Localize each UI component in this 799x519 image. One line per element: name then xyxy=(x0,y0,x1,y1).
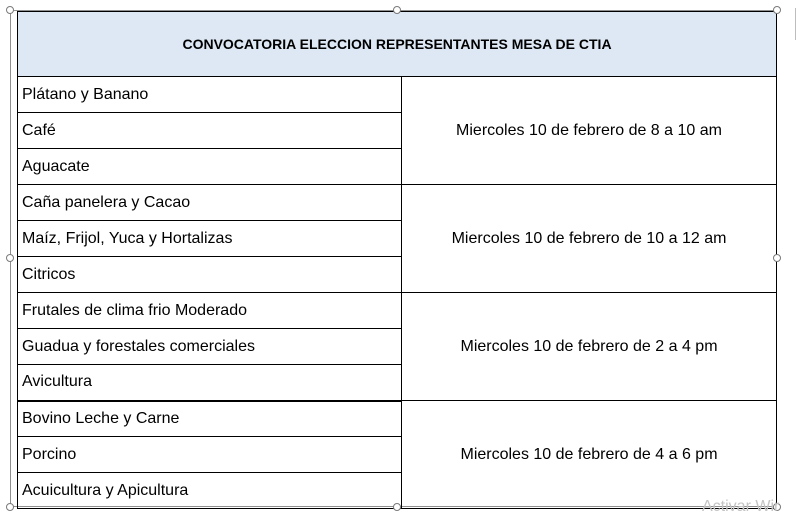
schedule-cell: Miercoles 10 de febrero de 8 a 10 am xyxy=(402,77,777,185)
resize-handle-middle-right[interactable] xyxy=(773,254,781,262)
table-row xyxy=(18,185,777,221)
table-row xyxy=(18,401,777,437)
schedule-table xyxy=(17,11,777,509)
resize-handle-bottom-center[interactable] xyxy=(393,503,401,511)
crop-cell: Aguacate xyxy=(18,149,402,185)
resize-handle-top-left[interactable] xyxy=(6,6,14,14)
crop-cell: Acuicultura y Apicultura xyxy=(18,473,402,509)
table-title: CONVOCATORIA ELECCION REPRESENTANTES MESA DE CTIA xyxy=(18,12,777,77)
schedule-cell: Miercoles 10 de febrero de 10 a 12 am xyxy=(402,185,777,293)
crop-cell: Maíz, Frijol, Yuca y Hortalizas xyxy=(18,221,402,257)
resize-handle-bottom-left[interactable] xyxy=(6,503,14,511)
schedule-cell: Miercoles 10 de febrero de 2 a 4 pm xyxy=(402,293,777,401)
table-row xyxy=(18,293,777,329)
crop-cell: Porcino xyxy=(18,437,402,473)
resize-handle-top-center[interactable] xyxy=(393,6,401,14)
resize-handle-middle-left[interactable] xyxy=(6,254,14,262)
crop-cell: Citricos xyxy=(18,257,402,293)
crop-cell: Plátano y Banano xyxy=(18,77,402,113)
crop-cell: Café xyxy=(18,113,402,149)
crop-cell: Avicultura xyxy=(18,365,402,401)
table-header-row xyxy=(18,12,777,77)
table-row xyxy=(18,77,777,113)
crop-cell: Caña panelera y Cacao xyxy=(18,185,402,221)
crop-cell: Bovino Leche y Carne xyxy=(18,401,402,437)
resize-handle-top-right[interactable] xyxy=(773,6,781,14)
window-edge-line xyxy=(795,8,796,40)
schedule-cell: Miercoles 10 de febrero de 4 a 6 pm xyxy=(402,401,777,509)
crop-cell: Frutales de clima frio Moderado xyxy=(18,293,402,329)
crop-cell: Guadua y forestales comerciales xyxy=(18,329,402,365)
activation-watermark: Activar Wir xyxy=(702,498,780,515)
